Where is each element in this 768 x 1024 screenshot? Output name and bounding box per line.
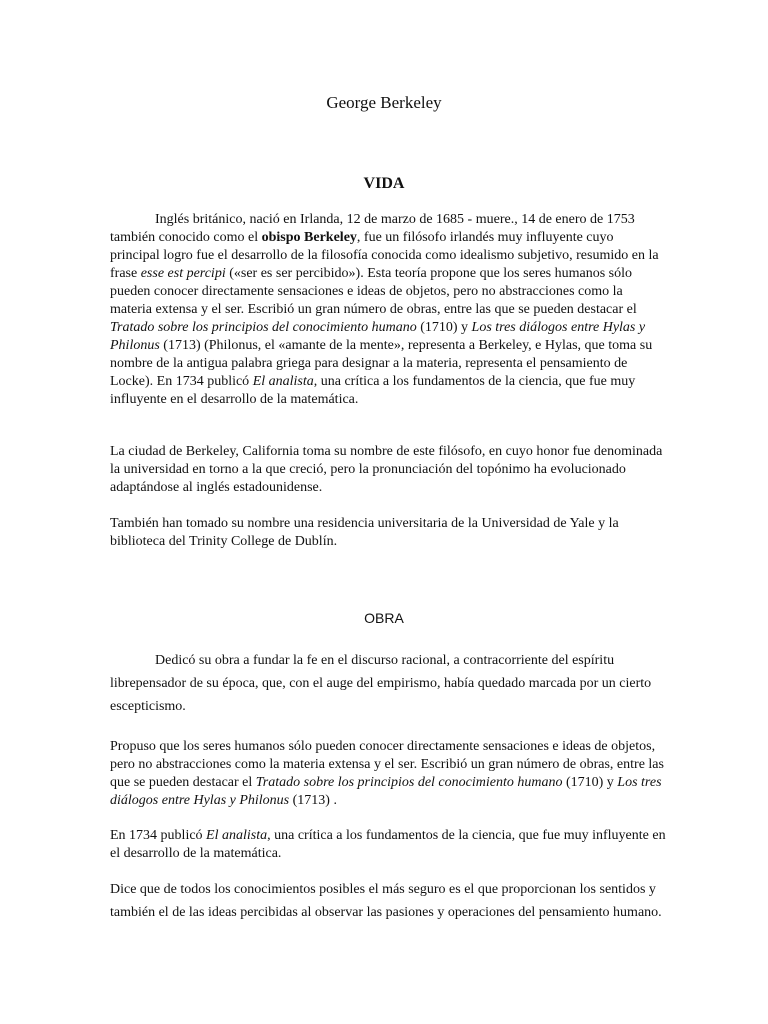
obra-paragraph-4: Dice que de todos los conocimientos posibles el más seguro es el que proporcionan los sentidos y también el de las ideas percibidas al observar las pasiones y operaciones del pensamiento humano. (110, 882, 662, 920)
text-run: («ser es ser percibido»). Esta teoría propone que los seres humanos sólo pueden conocer directamente sensaciones e ideas de objetos, pero no abstracciones como la materia extensa y el ser. Escribió un gran número de obras, entre las que se pueden destacar el (110, 266, 637, 317)
italic-text-run: El analista (252, 374, 314, 389)
italic-text-run: Los tres diálogos entre Hylas y Philonus (110, 320, 646, 353)
italic-text-run: Tratado sobre los principios del conocimiento humano (110, 320, 417, 335)
text-run: (1710) y (562, 775, 618, 790)
obra-paragraph-3 (110, 827, 666, 863)
text-run: Propuso que los seres humanos sólo pueden conocer directamente sensaciones e ideas de objetos, pero no abstracciones como la materia extensa y el ser. Escribió un gran número de obras, entre las que se pueden destacar el (110, 739, 664, 790)
section-heading-obra: OBRA (364, 610, 404, 626)
text-run: , fue un filósofo irlandés muy influyente cuyo principal logro fue el desarrollo de la filosofía conocida como idealismo subjetivo, resumido en la frase (110, 230, 659, 281)
vida-paragraph-2: La ciudad de Berkeley, California toma su nombre de este filósofo, en cuyo honor fue denominada la universidad en torno a la que creció, pero la pronunciación del topónimo ha evolucionado adaptándose al inglés estadounidense. (110, 444, 663, 495)
vida-paragraph-1 (110, 211, 666, 409)
text-run: Dedicó su obra a fundar la fe en el discurso racional, a contracorriente del espíritu librepensador de su época, que, con el auge del empirismo, había quedado marcada por un cierto escepticismo. (110, 653, 652, 714)
italic-text-run: El analista (206, 828, 268, 843)
text-run: , una crítica a los fundamentos de la ciencia, que fue muy influyente en el desarrollo de la matemática. (110, 374, 636, 407)
text-run: (1713) . (289, 793, 337, 808)
text-run: (1713) (Philonus, el «amante de la mente», representa a Berkeley, e Hylas, que toma su nombre de la antigua palabra griega para designar a la materia, representa el pensamiento de Locke). En 1734 publicó (110, 338, 653, 389)
italic-text-run: esse est percipi (140, 266, 226, 281)
text-run: , una crítica a los fundamentos de la ciencia, que fue muy influyente en el desarrollo de la matemática. (110, 828, 666, 861)
vida-paragraph-3: También han tomado su nombre una residencia universitaria de la Universidad de Yale y la biblioteca del Trinity College de Dublín. (110, 516, 619, 549)
italic-text-run: Los tres diálogos entre Hylas y Philonus (110, 775, 662, 808)
bold-text-run: obispo Berkeley (261, 230, 357, 245)
obra-paragraph-1 (110, 649, 666, 718)
obra-paragraph-2 (110, 738, 666, 810)
text-run: En 1734 publicó (110, 828, 207, 843)
text-run: Inglés británico, nació en Irlanda, 12 de marzo de 1685 - muere., 14 de enero de 1753 también conocido como el (110, 212, 635, 245)
section-heading-vida: VIDA (363, 175, 405, 192)
page-title: George Berkeley (326, 93, 442, 112)
text-run: (1710) y (416, 320, 472, 335)
italic-text-run: Tratado sobre los principios del conocimiento humano (255, 775, 563, 790)
